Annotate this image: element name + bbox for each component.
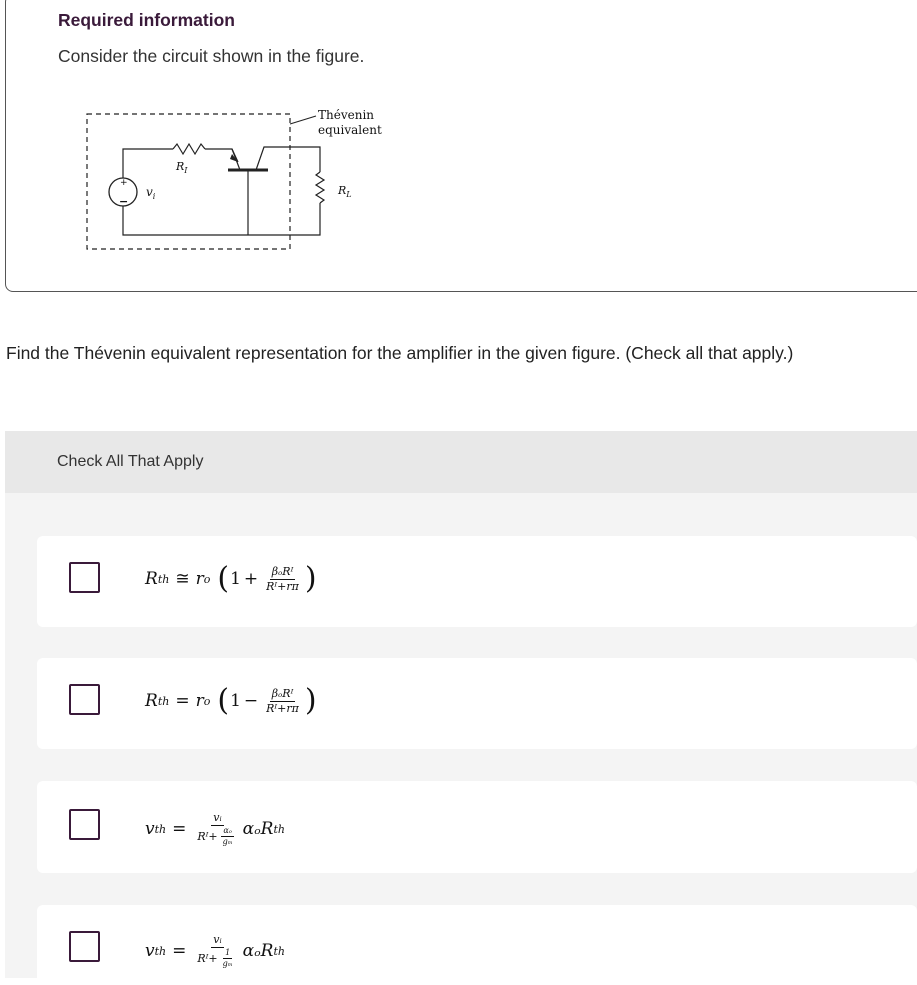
check-all-label: Check All That Apply xyxy=(57,453,204,470)
required-info-title: Required information xyxy=(58,10,235,30)
load-label: $R_L$ xyxy=(338,184,352,199)
option-3-checkbox[interactable] xyxy=(69,809,100,840)
input-wire-bottom xyxy=(123,206,248,235)
transistor-right-lead xyxy=(256,147,320,172)
option-1-formula: R th ≅ r o ( 1 + $\frac{\text{βₒRᴵ}}{\text{Rᴵ+rπ}}$ ) xyxy=(145,561,317,596)
input-wire-top xyxy=(123,149,173,178)
circuit-figure xyxy=(80,102,410,262)
thevenin-leader-line xyxy=(290,116,316,124)
option-2[interactable] xyxy=(37,658,917,749)
load-wire-bottom xyxy=(248,203,320,235)
source-label: $v_i$ xyxy=(146,185,156,201)
option-4-formula: v th = vᵢ Rᴵ+ $\frac{1}{\text{gₘ}}$ αₒR th xyxy=(145,933,285,968)
check-all-header xyxy=(5,431,917,493)
resistor-label: $R_I$ xyxy=(176,160,188,175)
thevenin-dashed-box xyxy=(87,114,290,249)
input-resistor xyxy=(173,144,205,154)
source-minus-sign: − xyxy=(119,195,129,208)
thevenin-label-line1: Thévenin xyxy=(318,108,375,122)
load-resistor xyxy=(316,172,324,203)
option-3-formula: v th = vᵢ Rᴵ+ $\frac{\text{αₒ}}{\text{gₘ}}$ αₒR th xyxy=(145,811,285,846)
required-info-text: Consider the circuit shown in the figure. xyxy=(58,46,365,66)
option-2-formula: R th = r o ( 1 − $\frac{\text{βₒRᴵ}}{\text{Rᴵ+rπ}}$ ) xyxy=(145,683,317,718)
option-1-checkbox[interactable] xyxy=(69,562,100,593)
question-text: Find the Thévenin equivalent representation for the amplifier in the given figure. (Check all that apply.) xyxy=(6,343,794,363)
option-1[interactable] xyxy=(37,536,917,627)
source-plus-sign: + xyxy=(120,178,128,188)
thevenin-label-line2: equivalent xyxy=(318,123,382,137)
option-4-checkbox[interactable] xyxy=(69,931,100,962)
option-4[interactable] xyxy=(37,905,917,985)
option-3[interactable] xyxy=(37,781,917,873)
option-2-checkbox[interactable] xyxy=(69,684,100,715)
